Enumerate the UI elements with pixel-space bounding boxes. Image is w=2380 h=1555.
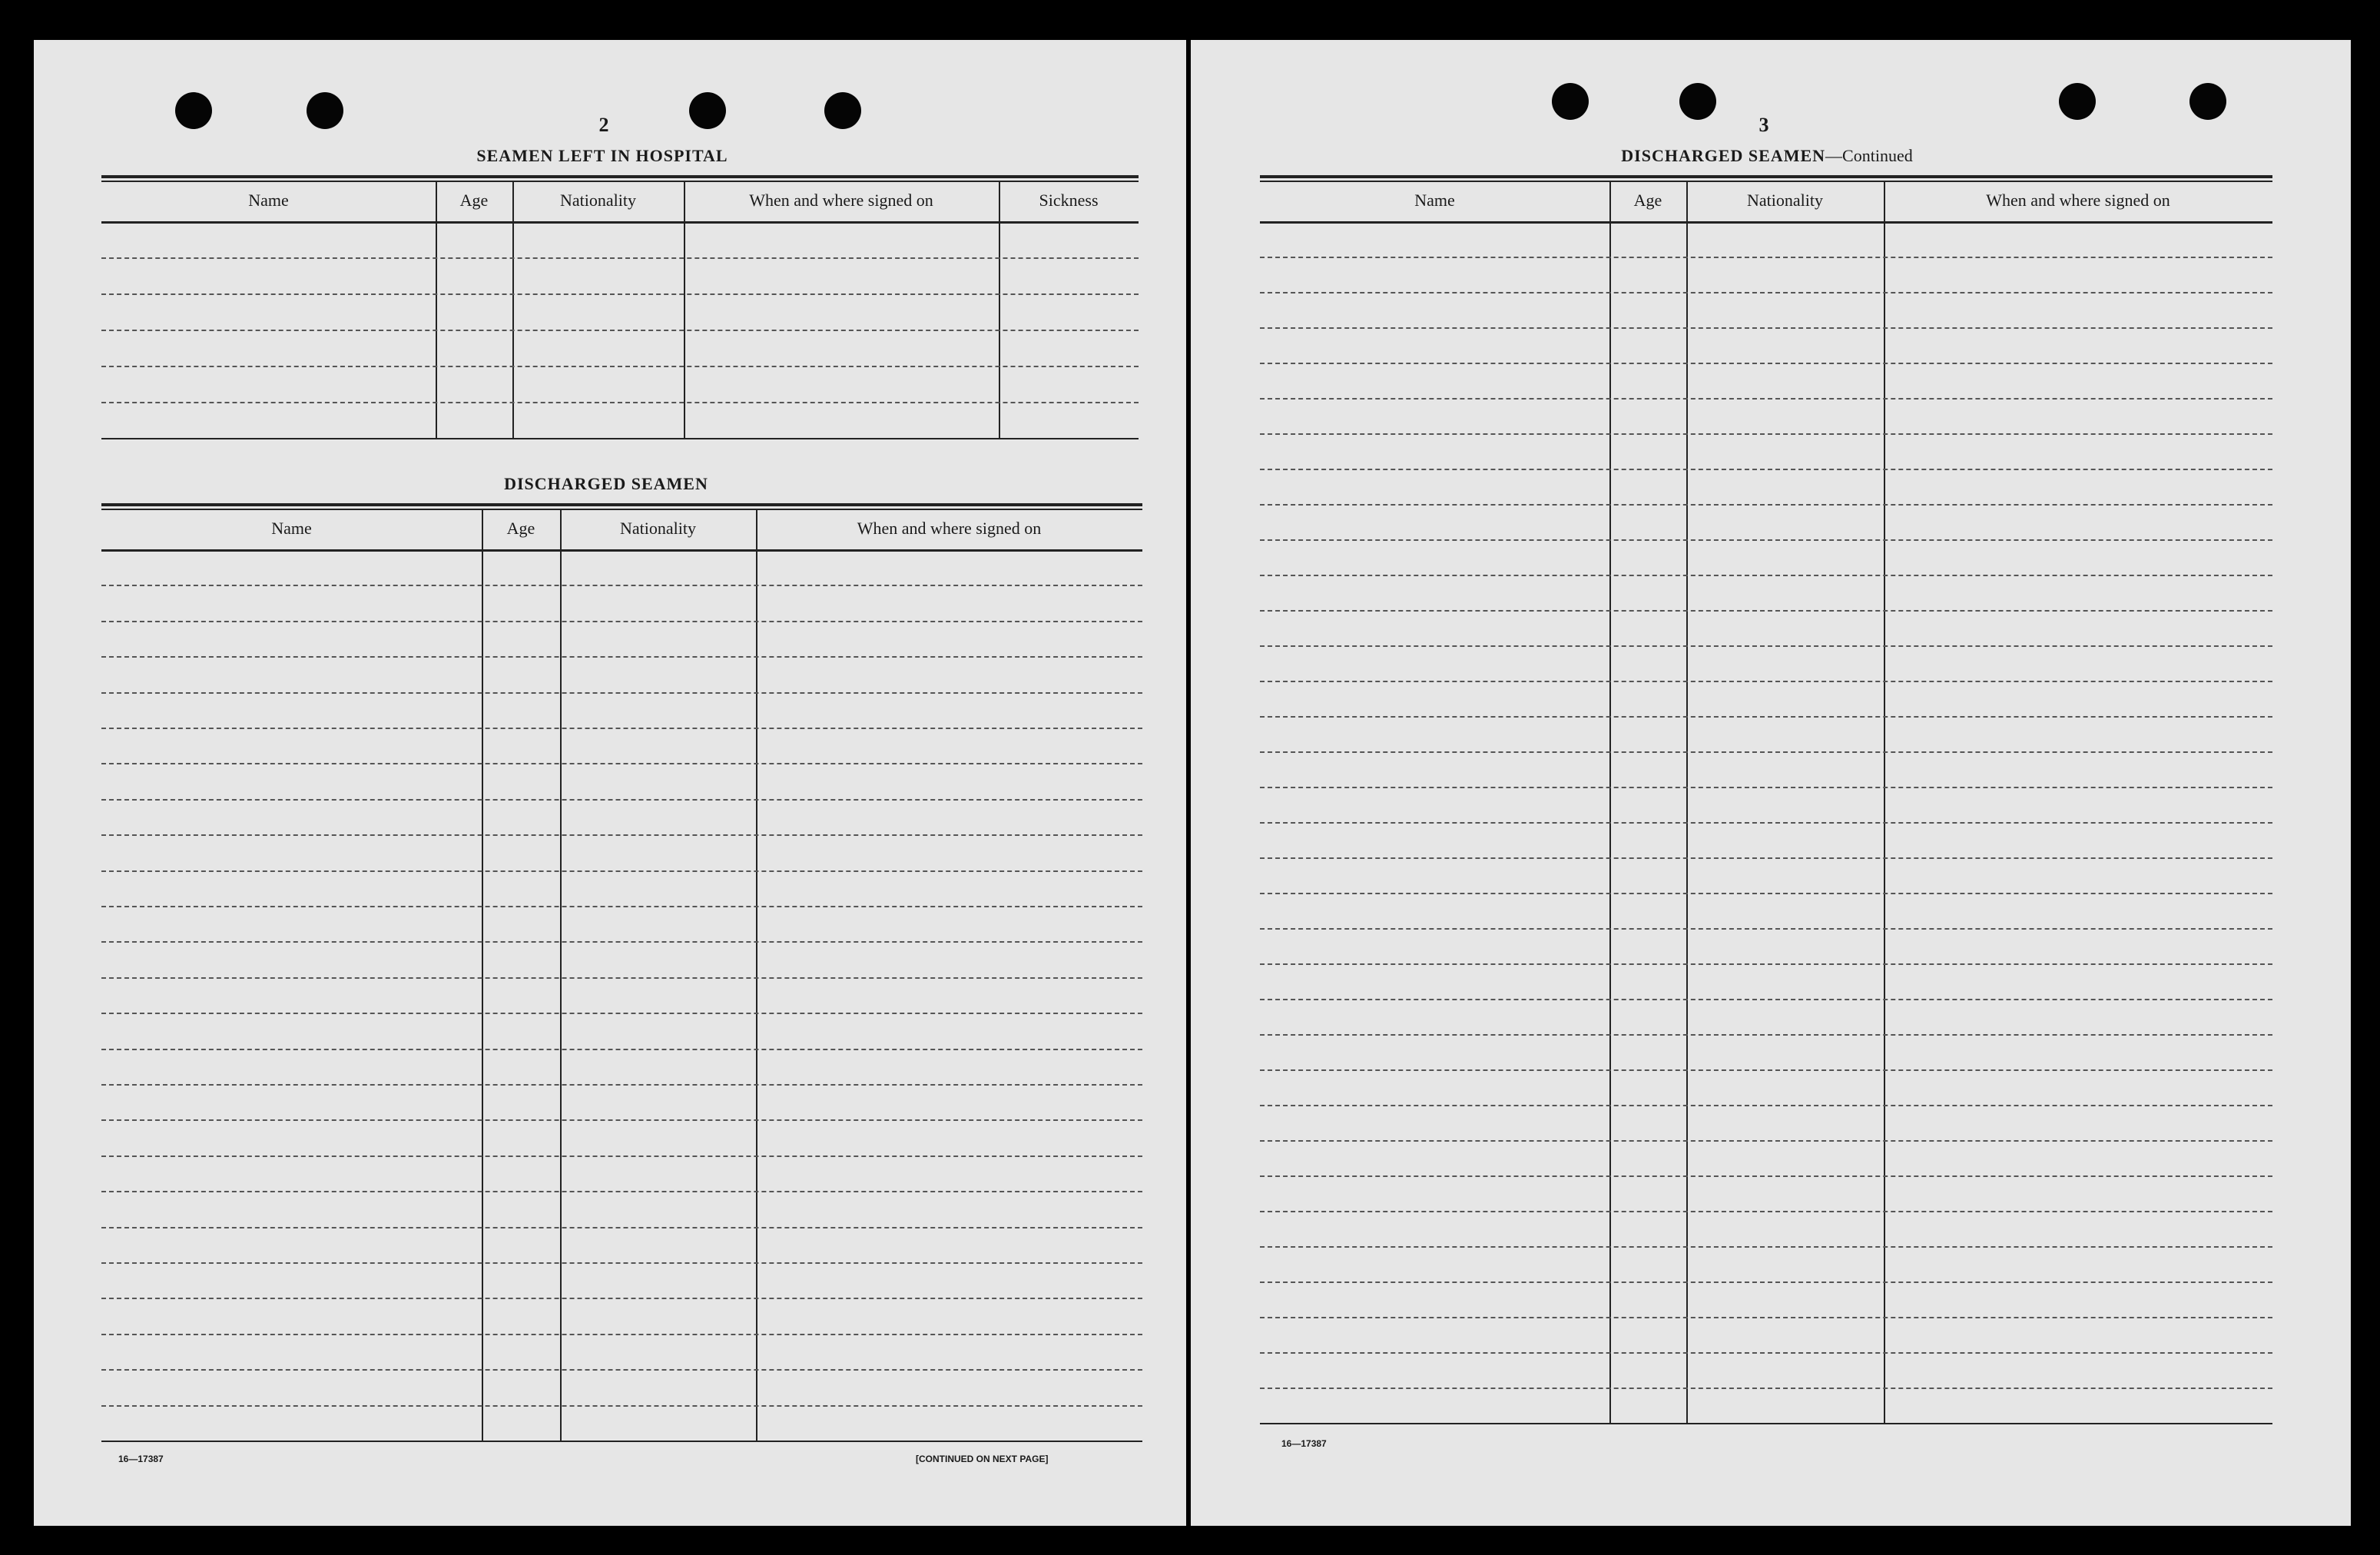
table-bottom-rule bbox=[1260, 1423, 2272, 1424]
column-divider bbox=[1686, 181, 1688, 1423]
row-line bbox=[1260, 857, 2272, 859]
row-line bbox=[1260, 1211, 2272, 1212]
column-divider bbox=[560, 509, 562, 1441]
header-rule bbox=[1260, 221, 2272, 224]
punch-hole bbox=[824, 92, 861, 129]
row-line bbox=[101, 293, 1139, 295]
table-bottom-rule bbox=[101, 438, 1139, 439]
signed-on-header: When and where signed on bbox=[1986, 191, 2170, 210]
continued-note: [CONTINUED ON NEXT PAGE] bbox=[916, 1454, 1049, 1464]
row-line bbox=[101, 1262, 1142, 1264]
age-header: Age bbox=[459, 191, 489, 210]
row-line bbox=[1260, 1069, 2272, 1071]
form-number: 16—17387 bbox=[118, 1454, 164, 1464]
discharged-table bbox=[101, 503, 1142, 1487]
table-top-rule bbox=[101, 181, 1139, 182]
row-line bbox=[1260, 645, 2272, 647]
left-page bbox=[34, 40, 1186, 1526]
punch-hole bbox=[2059, 83, 2096, 120]
row-line bbox=[1260, 999, 2272, 1000]
row-line bbox=[1260, 363, 2272, 364]
row-line bbox=[101, 1155, 1142, 1157]
punch-hole bbox=[1679, 83, 1716, 120]
row-line bbox=[1260, 1388, 2272, 1389]
row-line bbox=[101, 870, 1142, 872]
table-top-rule bbox=[101, 509, 1142, 510]
row-line bbox=[101, 1298, 1142, 1299]
row-line bbox=[1260, 398, 2272, 400]
row-line bbox=[1260, 1317, 2272, 1318]
row-line bbox=[1260, 1034, 2272, 1036]
row-line bbox=[1260, 504, 2272, 506]
right-page bbox=[1191, 40, 2351, 1526]
nationality-header: Nationality bbox=[1747, 191, 1823, 210]
discharged-continued-title bbox=[1536, 146, 1997, 166]
column-divider bbox=[482, 509, 483, 1441]
signed-on-header: When and where signed on bbox=[857, 519, 1042, 538]
column-divider bbox=[1884, 181, 1885, 1423]
row-line bbox=[1260, 1281, 2272, 1283]
row-line bbox=[101, 366, 1139, 367]
title-suffix: —Continued bbox=[1825, 146, 1913, 165]
row-line bbox=[1260, 928, 2272, 930]
row-line bbox=[101, 1013, 1142, 1014]
row-line bbox=[101, 1369, 1142, 1371]
row-line bbox=[1260, 681, 2272, 682]
row-line bbox=[1260, 469, 2272, 470]
form-number: 16—17387 bbox=[1281, 1438, 1327, 1449]
header-rule bbox=[101, 549, 1142, 552]
column-divider bbox=[999, 181, 1000, 438]
age-header: Age bbox=[506, 519, 535, 538]
row-line bbox=[1260, 327, 2272, 329]
row-line bbox=[1260, 751, 2272, 753]
row-line bbox=[101, 1405, 1142, 1407]
hospital-title: SEAMEN LEFT IN HOSPITAL bbox=[476, 146, 728, 165]
row-line bbox=[1260, 1140, 2272, 1142]
row-line bbox=[101, 906, 1142, 907]
name-header: Name bbox=[248, 191, 289, 210]
sickness-header: Sickness bbox=[1039, 191, 1099, 210]
row-line bbox=[101, 941, 1142, 943]
age-header: Age bbox=[1633, 191, 1662, 210]
punch-hole bbox=[1552, 83, 1589, 120]
row-line bbox=[1260, 433, 2272, 435]
page-number: 2 bbox=[598, 114, 609, 136]
row-line bbox=[101, 402, 1139, 403]
nationality-header: Nationality bbox=[560, 191, 636, 210]
row-line bbox=[101, 692, 1142, 694]
row-line bbox=[101, 1049, 1142, 1050]
row-line bbox=[1260, 539, 2272, 541]
row-line bbox=[1260, 963, 2272, 965]
row-line bbox=[101, 1084, 1142, 1086]
punch-hole bbox=[689, 92, 726, 129]
row-line bbox=[1260, 1105, 2272, 1106]
row-line bbox=[1260, 1352, 2272, 1354]
name-header: Name bbox=[271, 519, 312, 538]
signed-on-header: When and where signed on bbox=[749, 191, 933, 210]
hospital-table bbox=[101, 175, 1139, 496]
table-top-rule bbox=[101, 503, 1142, 506]
row-line bbox=[1260, 822, 2272, 824]
row-line bbox=[101, 1191, 1142, 1192]
row-line bbox=[1260, 292, 2272, 293]
page-number: 3 bbox=[1758, 114, 1769, 136]
table-top-rule bbox=[1260, 181, 2272, 182]
discharged-title: DISCHARGED SEAMEN bbox=[504, 474, 708, 493]
row-line bbox=[101, 257, 1139, 259]
row-line bbox=[101, 330, 1139, 331]
header-rule bbox=[101, 221, 1139, 224]
row-line bbox=[101, 1119, 1142, 1121]
punch-hole bbox=[2189, 83, 2226, 120]
column-divider bbox=[512, 181, 514, 438]
punch-hole bbox=[307, 92, 343, 129]
title-main: DISCHARGED SEAMEN bbox=[1621, 146, 1826, 165]
row-line bbox=[101, 728, 1142, 729]
punch-hole bbox=[175, 92, 212, 129]
row-line bbox=[1260, 1175, 2272, 1177]
row-line bbox=[1260, 1246, 2272, 1248]
row-line bbox=[1260, 610, 2272, 612]
row-line bbox=[1260, 787, 2272, 788]
row-line bbox=[101, 656, 1142, 658]
row-line bbox=[101, 1227, 1142, 1228]
row-line bbox=[1260, 716, 2272, 718]
row-line bbox=[1260, 893, 2272, 894]
row-line bbox=[101, 977, 1142, 979]
row-line bbox=[101, 621, 1142, 622]
column-divider bbox=[684, 181, 685, 438]
column-divider bbox=[436, 181, 437, 438]
column-divider bbox=[756, 509, 757, 1441]
table-top-rule bbox=[1260, 175, 2272, 178]
row-line bbox=[101, 1334, 1142, 1335]
row-line bbox=[101, 834, 1142, 836]
column-divider bbox=[1609, 181, 1611, 1423]
row-line bbox=[101, 763, 1142, 764]
name-header: Name bbox=[1414, 191, 1455, 210]
row-line bbox=[101, 585, 1142, 586]
table-top-rule bbox=[101, 175, 1139, 178]
discharged-continued-table bbox=[1260, 175, 2272, 1435]
table-bottom-rule bbox=[101, 1441, 1142, 1442]
row-line bbox=[1260, 257, 2272, 258]
nationality-header: Nationality bbox=[620, 519, 696, 538]
row-line bbox=[1260, 575, 2272, 576]
row-line bbox=[101, 799, 1142, 801]
